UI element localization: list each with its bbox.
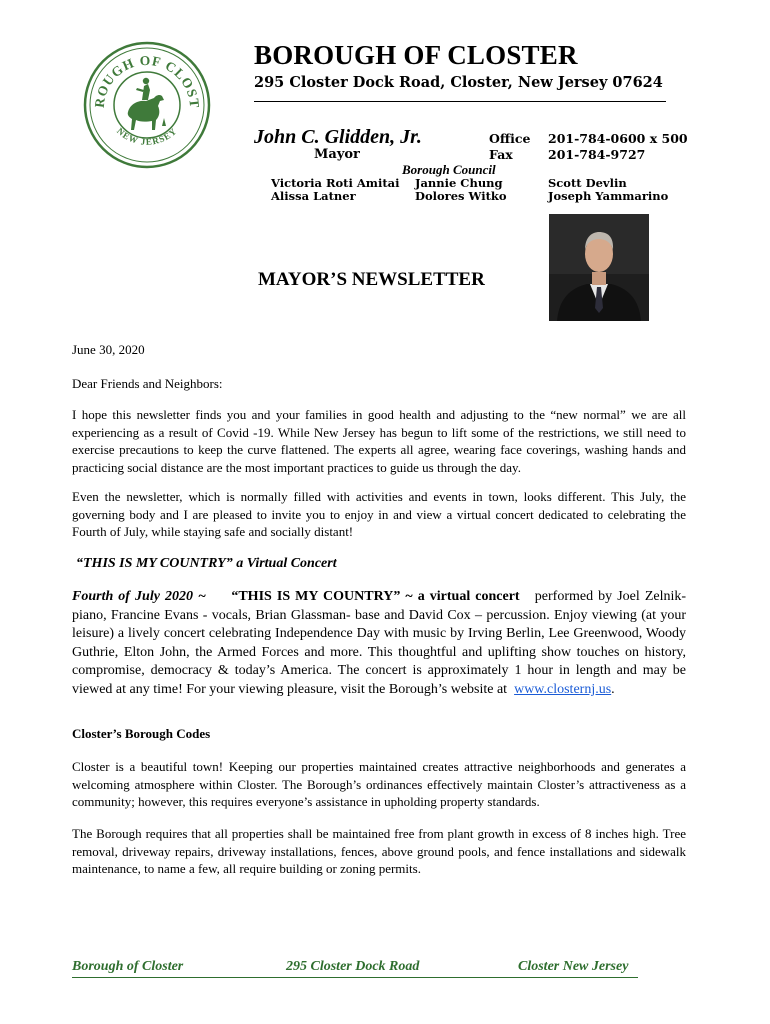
council-member: Jannie Chung xyxy=(415,176,503,190)
borough-seal xyxy=(82,40,212,170)
borough-title: BOROUGH OF CLOSTER xyxy=(254,40,578,70)
footer-address: 295 Closter Dock Road xyxy=(286,959,420,974)
council-heading: Borough Council xyxy=(402,162,496,177)
council-member: Alissa Latner xyxy=(271,189,356,203)
codes-paragraph-2: The Borough requires that all properties shall be maintained free from plant growth in excess of 8 inches high. Tree removal, driveway repairs, driveway installations, fences, above ground pools, and fence installations and sidewalk maintenance, to name a few, all require building or zoning permits. xyxy=(72,826,686,876)
footer-borough: Borough of Closter xyxy=(72,959,184,974)
mayor-name: John C. Glidden, Jr. xyxy=(254,126,422,148)
svg-text:NEW JERSEY: NEW JERSEY xyxy=(115,125,179,147)
letter-date: June 30, 2020 xyxy=(72,342,145,357)
concert-invite-paragraph: Even the newsletter, which is normally filled with activities and events in town, looks different. This July, the governing body and I are pleased to invite you to enjoy in and view a virtual concert dedicated to celebrating the Fourth of July, while staying safe and socially distant! xyxy=(72,489,686,539)
website-link[interactable]: www.closternj.us xyxy=(514,681,612,697)
concert-heading: “THIS IS MY COUNTRY” a Virtual Concert xyxy=(76,556,337,571)
council-member: Scott Devlin xyxy=(548,176,627,190)
council-member: Victoria Roti Amitai xyxy=(271,176,400,190)
concert-paragraph: Fourth of July 2020 ~ “THIS IS MY COUNTRY” ~ a virtual concert performed by Joel Zelnik- piano, Francine Evans - vocals, Brian Glassman- base and David Cox – percussion. Enjoy viewing (at your leisure) a lively concert celebrating Independence Day with music by Irving Berlin, Lee Greenwood, Woody Guthrie, Elton John, the Armed Forces and more. This thoughtful and uplifting show touches on history, compromise, democracy & today’s America. The concert is approximately 1 hour in length and may be viewed at any time! For your viewing pleasure, visit the Borough’s website at www.closternj.us. xyxy=(72,589,687,697)
letterhead-divider xyxy=(254,101,666,102)
concert-date: Fourth of July 2020 ~ xyxy=(72,589,207,604)
concert-description: performed by Joel Zelnik- piano, Francine Evans - vocals, Brian Glassman- base and David Cox – percussion. Enjoy viewing (at your leisure) a lively concert celebrating Independence Day with music by Irving Berlin, Lee Greenwood, Woody Guthrie, Elton John, the Armed Forces and more. This thoughtful and uplifting show touches on history, compromise, democracy & today’s America. The concert is approximately 1 hour in length and may be viewed at any time! For your viewing pleasure, visit the Borough’s website at xyxy=(72,589,687,697)
svg-text:BOROUGH OF CLOSTER: ROUGH OF CLOST xyxy=(91,52,203,110)
page-footer xyxy=(72,959,638,978)
office-phone: 201-784-0600 x 500 xyxy=(548,131,688,146)
fax-phone: 201-784-9727 xyxy=(548,147,646,162)
newsletter-heading: MAYOR’S NEWSLETTER xyxy=(258,269,485,290)
mayor-title: Mayor xyxy=(314,147,360,162)
intro-paragraph: I hope this newsletter finds you and your families in good health and adjusting to the “new normal” we are all experiencing as a result of Covid -19. While New Jersey has begun to lift some of the restrictions, we still need to exercise precautions to keep the curve flattened. The experts all agree, wearing face coverings, washing hands and practicing social distance are the most important practices to guide us through the day. xyxy=(72,407,686,475)
concert-title: “THIS IS MY COUNTRY” ~ a virtual concert xyxy=(231,589,520,604)
fax-label: Fax xyxy=(489,147,513,162)
footer-state: Closter New Jersey xyxy=(518,959,629,974)
council-member: Joseph Yammarino xyxy=(548,189,669,203)
salutation: Dear Friends and Neighbors: xyxy=(72,376,223,391)
office-label: Office xyxy=(489,131,531,146)
codes-paragraph-1: Closter is a beautiful town! Keeping our properties maintained creates attractive neighborhoods and generates a welcoming atmosphere within Closter. The Borough’s ordinances effectively maintain Closter’s attractiveness as a community; however, this requires everyone’s assistance in upholding property standards. xyxy=(72,759,686,809)
mayor-photo xyxy=(549,214,649,321)
council-member: Dolores Witko xyxy=(415,189,507,203)
borough-address: 295 Closter Dock Road, Closter, New Jersey 07624 xyxy=(254,74,663,91)
codes-heading: Closter’s Borough Codes xyxy=(72,726,211,741)
